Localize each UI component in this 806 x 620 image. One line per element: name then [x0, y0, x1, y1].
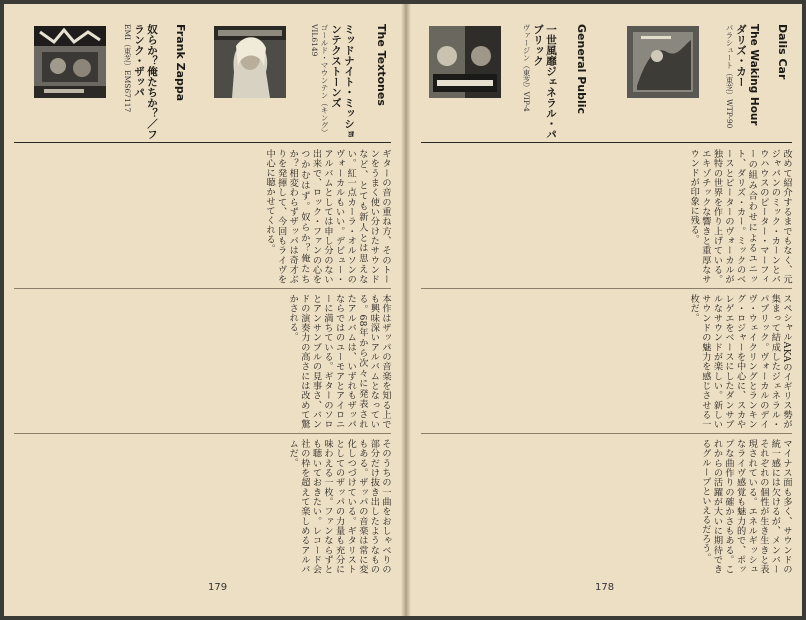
body-text-band-3 [421, 439, 792, 574]
header-rule [14, 142, 391, 143]
review-header-daliscar [762, 24, 792, 142]
review-header-textones [357, 24, 391, 142]
band-rule [14, 433, 391, 434]
page-number: 179 [208, 582, 228, 593]
review-header-generalpublic [559, 24, 591, 142]
magazine-spread [4, 4, 802, 616]
record-label: EMI（東芝）EMS67117 [123, 24, 132, 113]
album-title: 一世風靡ジェネラル・パブリック [532, 24, 557, 140]
body-text-band-1 [421, 149, 792, 284]
artist-name: The Textones [375, 24, 388, 106]
band-rule [421, 433, 792, 434]
record-label: パラシュート（東芝）WTP-90 [725, 24, 734, 129]
review-text: そのうちの一曲をおしゃべりの部分だけ抜き出したようなものもある。ザッパの音楽は常に変化しつづけている。ギタリストとしてのザッパの力量も充分に味わえる一枚。ファンならずとも聴いておきたい。レコード会社の枠を超えて楽しめるアルバムだ。 [287, 439, 391, 574]
album-cover-daliscar [627, 26, 699, 98]
record-label: ゴールド・マウンテン（キング）VIL6149 [310, 24, 329, 137]
header-rule [421, 142, 792, 143]
review-text: ギターの音の重ね方、そのトーンをうまく使い分けたサウンドなど、とても新人とは思えない。紅一点カーラ・オルソンのヴォーカルもいい。デビュー・アルバムとしては申し分のない出来で、ロック・ファンの心をつかむはず。奴らか？俺たちか？相変わらずザッパは奇才ぶりを発揮して、今回もライヴを中心に聴かせてくれる。 [264, 149, 391, 284]
artist-name: Frank Zappa [174, 24, 187, 102]
band-rule [421, 288, 792, 289]
body-text-band-1 [14, 149, 391, 284]
album-cover-generalpublic [429, 26, 501, 98]
review-text: 改めて紹介するまでもなく、元ジャパンのミック・カーンとバウハウスのピーター・マーフィーの組み合わせによるユニット、ダリズ・カー。ミックのベースとピーターのヴォーカルが独特の世界を作り上げている。エキゾチックな響きと重厚なサウンドが印象に残る。 [688, 149, 792, 284]
review-header-generalpublic-details [511, 24, 557, 142]
review-header-zappa-details [112, 24, 158, 142]
album-title: 奴らか？俺たちか？／フランク・ザッパ [133, 24, 158, 140]
review-header-zappa [160, 24, 190, 142]
right-page [411, 4, 802, 616]
page-number: 178 [595, 582, 615, 593]
review-header-daliscar-details [714, 24, 760, 142]
record-label: ヴァージン（東芝）VIP-4 [522, 24, 531, 112]
album-title: ミッドナイト・ミッションテクストーンズ [330, 24, 355, 140]
review-text: スペシャルAKAのイギリス勢が集まって結成したジェネラル・パブリック。ヴォーカルのデイヴ・ウェイクリングとランキング・ロジャーを中心に、スカやレゲエをベースにしたダンサブルなサウンドが楽しい。新しいサウンドの魅力を感じさせる一枚だ。 [688, 294, 792, 429]
body-text-band-3 [14, 439, 391, 574]
artist-name: General Public [575, 24, 588, 115]
band-rule [14, 288, 391, 289]
artist-name: Dalis Car [776, 24, 789, 80]
book-gutter [401, 4, 411, 616]
album-title: The Waking Hour ダリズ・カー [735, 24, 760, 137]
review-text: 本作はザッパの音楽を知る上でも興味深いアルバムとなっている。68年から次々に発表されたアルバムは、いずれもザッパならではのユーモアとアイロニーに満ちている。ギターのソロとアンサンブルの見事さ、バンドの演奏力の高さには改めて驚かされる。 [287, 294, 391, 429]
review-text: マイナス面も多く、サウンドの統一感には欠けるが、メンバーそれぞれの個性が生き生きと表現されている。エネルギッシュなライヴ感覚も魅力的で、ポップな曲作りの確かさもある。これからの活躍が大いに期待できるグループといえるだろう。 [699, 439, 792, 574]
review-header-textones-details [311, 24, 355, 142]
body-text-band-2 [421, 294, 792, 429]
album-cover-textones [214, 26, 286, 98]
album-cover-zappa [34, 26, 106, 98]
left-page [4, 4, 401, 616]
body-text-band-2 [14, 294, 391, 429]
